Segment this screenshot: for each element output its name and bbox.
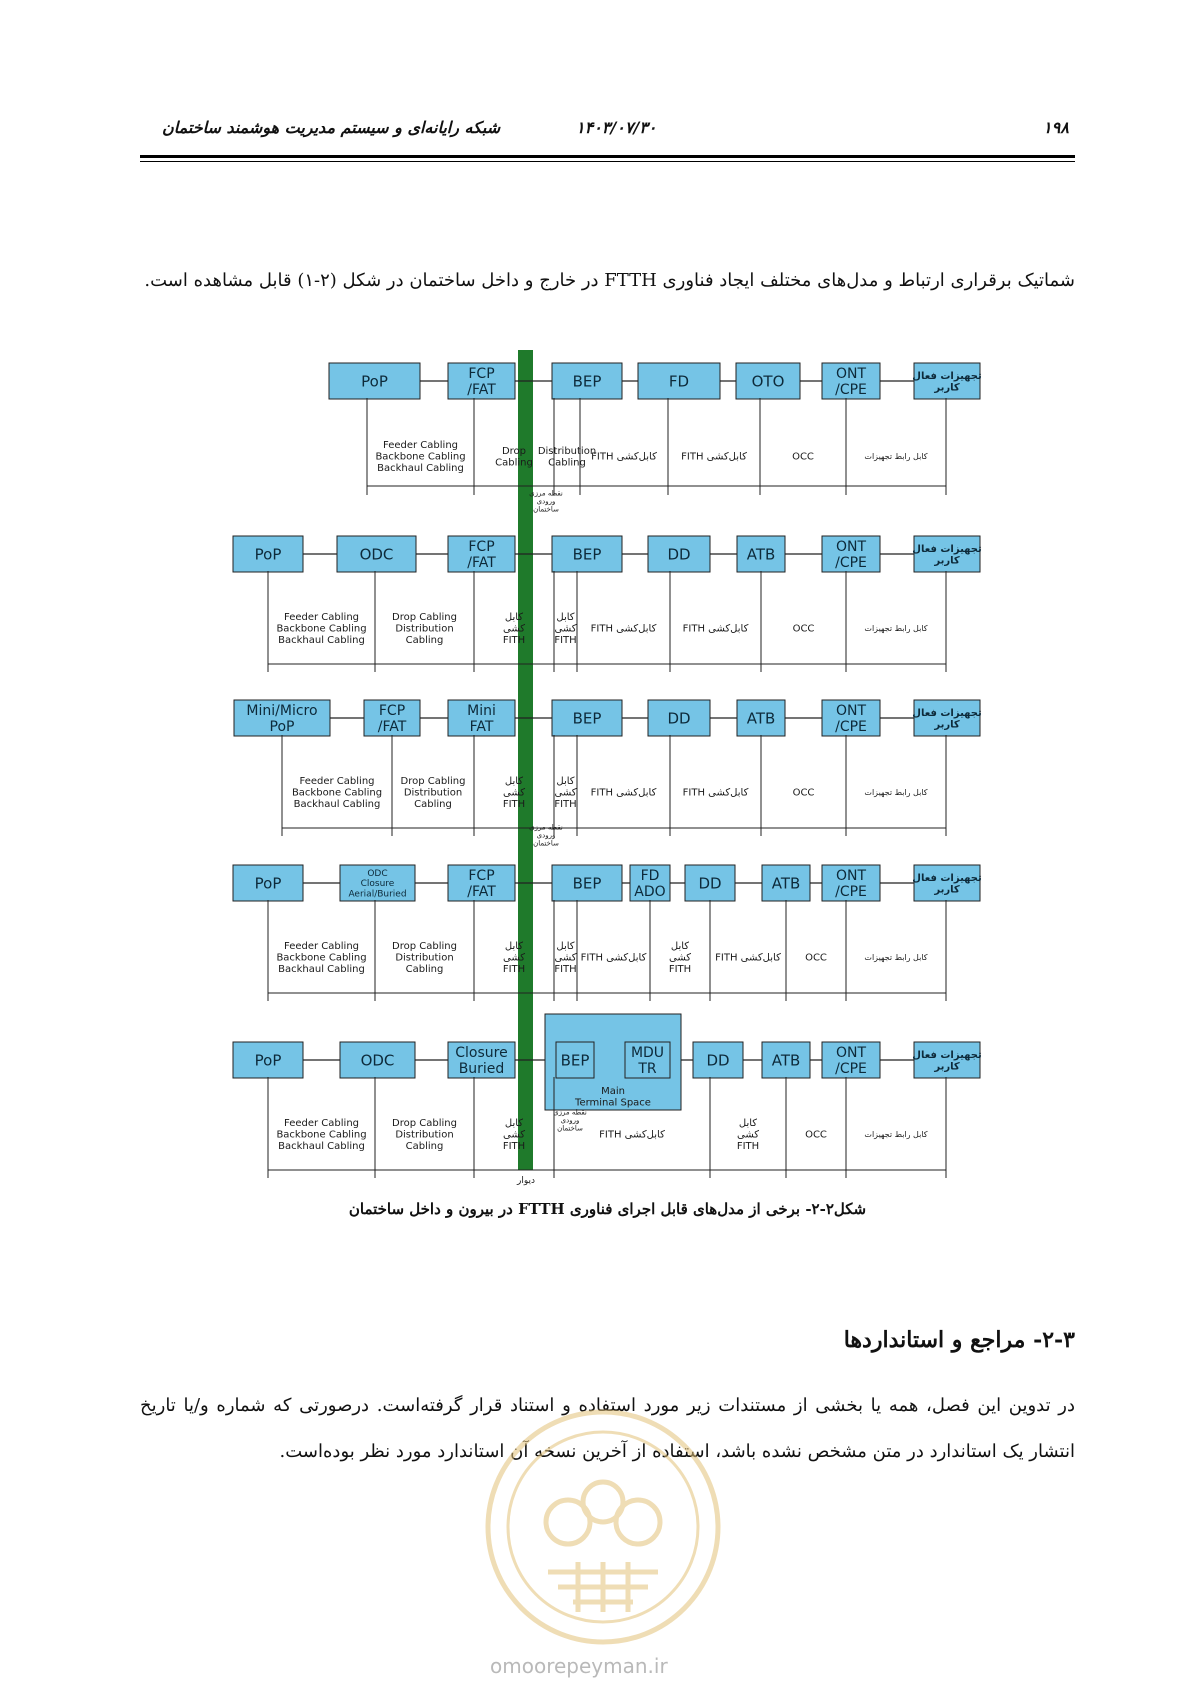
segment-label: کابل کشی FITH xyxy=(554,776,577,810)
device-label: PoP xyxy=(254,1051,282,1070)
segment-label: کابل کشی FITH xyxy=(502,612,526,646)
device-label: تجهیزات فعال کاربر xyxy=(912,543,982,567)
segment-label: Drop Cabling xyxy=(495,445,533,469)
device-label: تجهیزات فعال کاربر xyxy=(912,1049,982,1073)
watermark-site: omoorepeyman.ir xyxy=(490,1654,668,1678)
device-label: ONT /CPE xyxy=(835,365,867,398)
segment-label: کابل رابط تجهیزات xyxy=(864,787,928,797)
device-label: DD xyxy=(706,1051,730,1070)
segment-label: FITH کابل‌کشی xyxy=(682,787,749,799)
device-label: Mini FAT xyxy=(467,702,496,735)
body-paragraph: در تدوین این فصل، همه یا بخشی از مستندات زیر مورد استفاده و استناد قرار گرفته‌است. درصورتی که شماره و/یا تاریخ انتشار یک استاندارد در متن مشخص نشده باشد، استفاده از آخرین نسخه آن استاندارد مورد نظر بوده‌است. xyxy=(140,1395,1075,1462)
segment-label: Feeder Cabling Backbone Cabling Backhaul Cabling xyxy=(375,440,466,474)
segment-label: FITH کابل‌کشی xyxy=(715,952,781,964)
segment-label: FITH کابل‌کشی xyxy=(681,451,747,463)
segment-label: کابل کشی FITH xyxy=(502,1118,526,1152)
device-label: ODC xyxy=(359,545,394,564)
segment-label: کابل کشی FITH xyxy=(502,941,526,975)
segment-label: کابل رابط تجهیزات xyxy=(864,451,928,461)
device-label: BEP xyxy=(572,372,602,391)
segment-label: OCC xyxy=(805,952,827,964)
segment-label: FITH کابل‌کشی xyxy=(590,787,657,799)
device-label: BEP xyxy=(560,1051,590,1070)
segment-label: Feeder Cabling Backbone Cabling Backhaul Cabling xyxy=(276,941,367,975)
segment-label: FITH کابل‌کشی xyxy=(599,1129,665,1141)
page-number: ۱۹۸ xyxy=(1043,118,1069,137)
device-label: تجهیزات فعال کاربر xyxy=(912,707,982,731)
segment-label: کابل کشی FITH xyxy=(668,941,692,975)
segment-label: OCC xyxy=(805,1129,827,1141)
device-label: ONT /CPE xyxy=(835,867,867,900)
segment-label: کابل رابط تجهیزات xyxy=(864,952,928,962)
book-title: شبکه رایانه‌ای و سیستم مدیریت هوشمند ساختمان xyxy=(162,118,501,137)
device-label: FCP /FAT xyxy=(377,702,407,735)
segment-label: Feeder Cabling Backbone Cabling Backhaul Cabling xyxy=(291,776,383,810)
wall-bar xyxy=(518,350,533,1170)
device-label: ONT /CPE xyxy=(835,538,867,571)
segment-label: Drop Cabling Distribution Cabling xyxy=(392,1118,457,1152)
segment-label: Feeder Cabling Backbone Cabling Backhaul Cabling xyxy=(276,612,367,646)
segment-label: کابل کشی FITH xyxy=(554,612,577,646)
segment-label: Drop Cabling Distribution Cabling xyxy=(400,776,466,810)
segment-label: کابل رابط تجهیزات xyxy=(864,1129,928,1139)
device-label: PoP xyxy=(361,372,388,391)
device-label: Closure Buried xyxy=(455,1044,508,1077)
section-heading: ۲-۳- مراجع و استانداردها xyxy=(843,1327,1075,1353)
device-label: BEP xyxy=(572,545,602,564)
device-label: PoP xyxy=(254,545,282,564)
device-label: ATB xyxy=(746,709,776,728)
device-label: ODC xyxy=(360,1051,395,1070)
device-label: DD xyxy=(698,874,722,893)
device-label: BEP xyxy=(572,709,602,728)
segment-label: FITH کابل‌کشی xyxy=(682,623,749,635)
boundary-label: نقطه مرزی ورودی ساختمان xyxy=(553,1108,587,1133)
figure-caption: شکل۲-۲- برخی از مدل‌های قابل اجرای فناوری FTTH در بیرون و داخل ساختمان xyxy=(348,1200,867,1218)
boundary-label: نقطه مرزی ورودی ساختمان xyxy=(529,823,563,848)
device-label: FD ADO xyxy=(634,867,666,900)
header-date: ۱۴۰۳/۰۷/۳۰ xyxy=(576,118,657,137)
device-label: ATB xyxy=(771,1051,801,1070)
intro-paragraph: شماتیک برقراری ارتباط و مدل‌های مختلف ایجاد فناوری FTTH در خارج و داخل ساختمان در شکل (۲-۱) قابل مشاهده است. xyxy=(144,270,1075,291)
device-label: تجهیزات فعال کاربر xyxy=(912,872,982,896)
device-label: PoP xyxy=(254,874,282,893)
device-label: ONT /CPE xyxy=(835,702,867,735)
device-label: FCP /FAT xyxy=(467,867,496,900)
segment-label: Feeder Cabling Backbone Cabling Backhaul Cabling xyxy=(276,1118,367,1152)
device-label: FD xyxy=(668,372,690,391)
segment-label: کابل کشی FITH xyxy=(736,1118,760,1152)
boundary-label: نقطه مرزی ورودی ساختمان xyxy=(529,489,563,514)
segment-label: OCC xyxy=(792,623,815,635)
segment-label: Distribution Cabling xyxy=(537,445,597,469)
main-terminal-label: Main Terminal Space xyxy=(575,1085,651,1109)
device-label: DD xyxy=(667,709,691,728)
device-label: Mini/Micro PoP xyxy=(246,702,318,735)
segment-label: Drop Cabling Distribution Cabling xyxy=(392,941,457,975)
device-label: ODC Closure Aerial/Buried xyxy=(348,868,407,900)
device-label: ATB xyxy=(771,874,801,893)
device-label: FCP /FAT xyxy=(467,538,496,571)
device-label: ATB xyxy=(746,545,776,564)
segment-label: OCC xyxy=(792,787,815,799)
segment-label: FITH کابل‌کشی xyxy=(580,952,647,964)
segment-label: OCC xyxy=(792,451,814,463)
segment-label: FITH کابل‌کشی xyxy=(591,451,657,463)
segment-label: کابل رابط تجهیزات xyxy=(864,623,928,633)
device-label: BEP xyxy=(572,874,602,893)
segment-label: FITH کابل‌کشی xyxy=(590,623,657,635)
wall-label: دیوار xyxy=(516,1176,536,1187)
segment-label: Drop Cabling Distribution Cabling xyxy=(392,612,457,646)
device-label: MDU TR xyxy=(630,1044,665,1077)
device-label: OTO xyxy=(751,372,785,391)
segment-label: کابل کشی FITH xyxy=(502,776,526,810)
device-label: FCP /FAT xyxy=(467,365,496,398)
device-label: ONT /CPE xyxy=(835,1044,867,1077)
device-label: تجهیزات فعال کاربر xyxy=(912,370,982,394)
segment-label: کابل کشی FITH xyxy=(554,941,577,975)
device-label: DD xyxy=(667,545,691,564)
watermark-stamp xyxy=(478,1402,728,1652)
